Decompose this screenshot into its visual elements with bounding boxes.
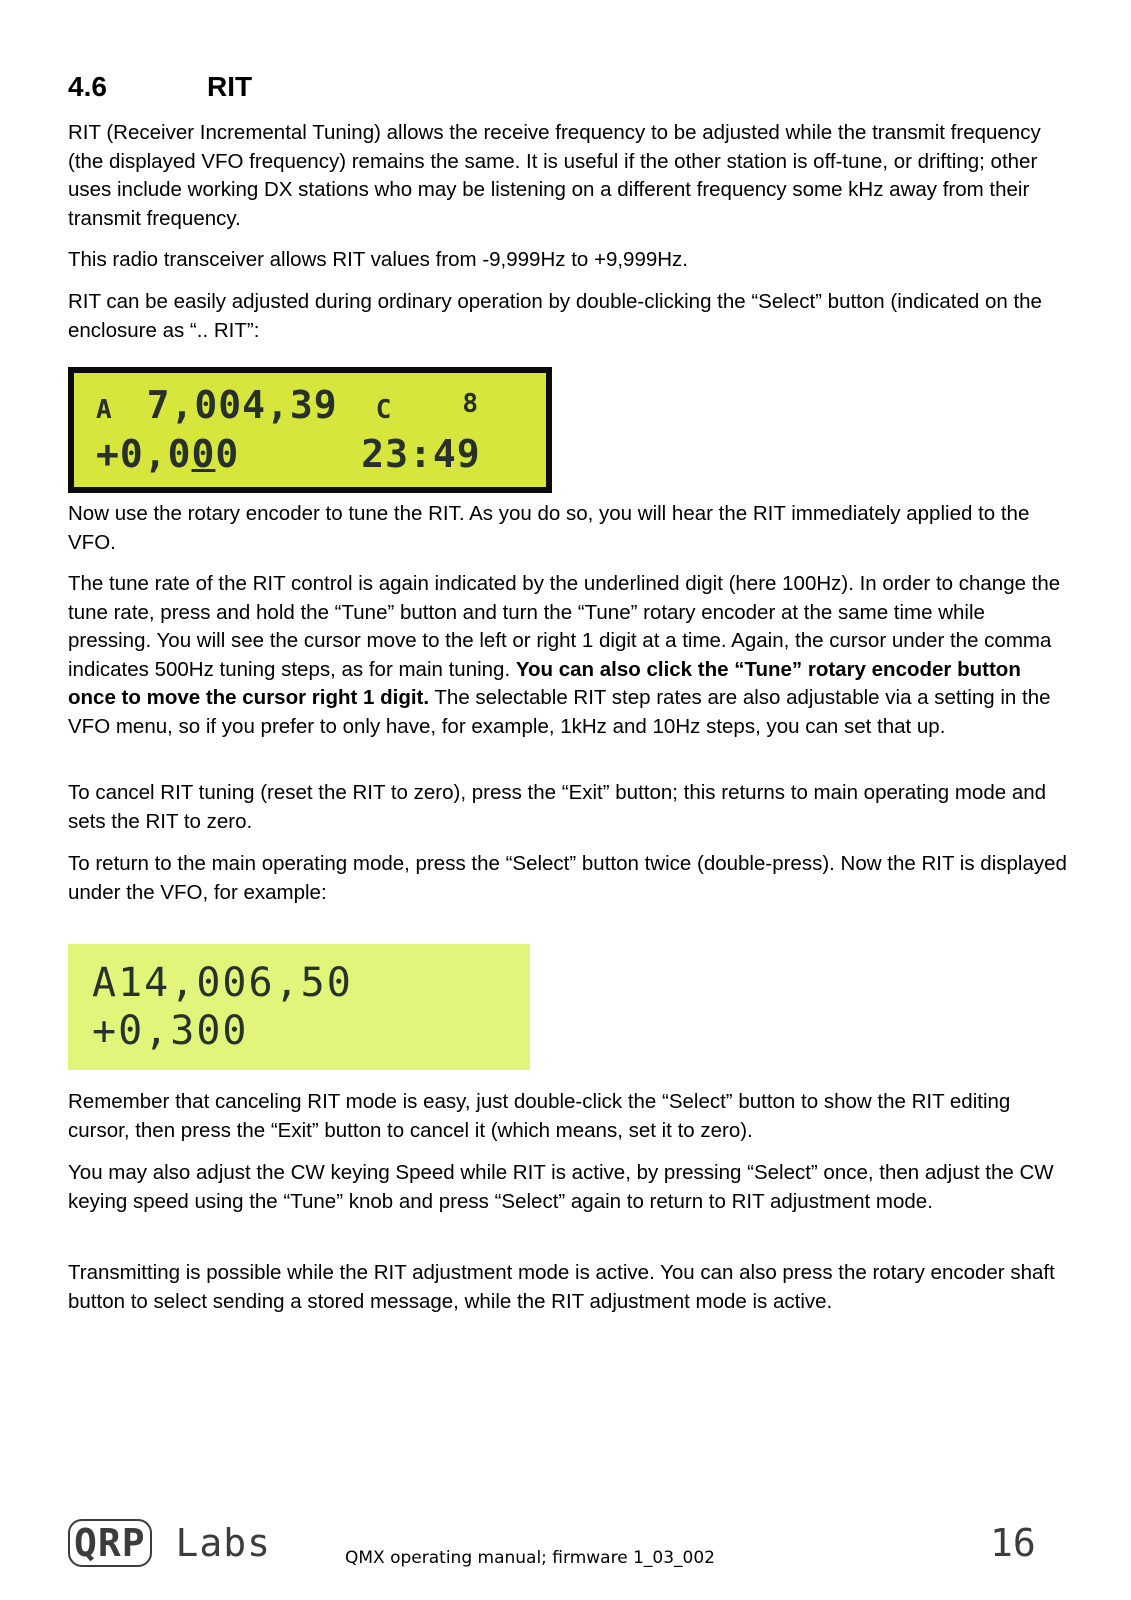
- lcd2-line-1: A14,006,50: [92, 960, 353, 1006]
- lcd-display-rit-main: [68, 944, 530, 1070]
- lcd-line-1: [96, 382, 546, 432]
- paragraph-rotary-tune: Now use the rotary encoder to tune the RIT. As you do so, you will hear the RIT immediately applied to the VFO.: [68, 502, 1030, 554]
- paragraph-transmitting: Transmitting is possible while the RIT adjustment mode is active. You can also press the rotary encoder shaft button to select sending a stored message, while the RIT adjustment mode is active.: [68, 1261, 1055, 1313]
- lcd-mode-top: C: [375, 395, 393, 425]
- page-number: 16: [990, 1521, 1036, 1565]
- lcd-indicator: 8: [462, 389, 479, 419]
- lcd-frequency: 7,004,39: [146, 383, 338, 427]
- logo-qrp-text: QRP: [68, 1519, 152, 1567]
- lcd-line-2: [96, 432, 546, 476]
- section-number: 4.6: [68, 71, 107, 102]
- lcd-vfo-letter: A: [96, 395, 113, 425]
- lcd-rit-prefix: +0,0: [96, 432, 192, 476]
- qrp-labs-logo: [68, 1520, 271, 1566]
- paragraph-canceling-easy: Remember that canceling RIT mode is easy, just double-click the “Select” button to show the RIT editing cursor, then press the “Exit” button to cancel it (which means, set it to zero).: [68, 1090, 1011, 1142]
- tune-rate-bold-text: You can also click the “Tune” rotary encoder button once to move the cursor right 1 digit.: [68, 657, 1021, 710]
- lcd-rit-suffix: 0: [215, 432, 240, 476]
- logo-labs-text: Labs: [175, 1521, 272, 1565]
- paragraph-rit-range: This radio transceiver allows RIT values from -9,999Hz to +9,999Hz.: [68, 248, 689, 271]
- lcd2-line-2: +0,300: [92, 1008, 249, 1054]
- paragraph-tune-rate: [68, 570, 1073, 742]
- lcd-time: 23:49: [361, 432, 481, 476]
- lcd-rit-cursor-digit: 0: [191, 432, 216, 476]
- paragraph-cw-speed: You may also adjust the CW keying Speed while RIT is active, by pressing “Select” once, then adjust the CW keying speed using the “Tune” knob and press “Select” again to return to RIT adjustment mode.: [68, 1161, 1054, 1213]
- footer-manual-title: QMX operating manual; firmware 1_03_002: [345, 1548, 715, 1568]
- section-title: RIT: [207, 71, 253, 102]
- lcd-display-rit-editing: [68, 367, 552, 493]
- tune-rate-text-2: The selectable RIT step rates are also adjustable via a setting in the VFO menu, so if you prefer to only have, for example, 1kHz and 10Hz steps, you can set that up.: [68, 686, 1051, 738]
- paragraph-return-main: To return to the main operating mode, press the “Select” button twice (double-press). Now the RIT is displayed under the VFO, for example:: [68, 852, 1067, 904]
- paragraph-rit-intro: RIT (Receiver Incremental Tuning) allows the receive frequency to be adjusted while the transmit frequency (the displayed VFO frequency) remains the same. It is useful if the other station is off-tune, or drifting; other uses include working DX stations who may be listening on a different frequency some kHz away from their transmit frequency.: [68, 121, 1041, 230]
- tune-rate-text-1: The tune rate of the RIT control is again indicated by the underlined digit (here 100Hz). In order to change the tune rate, press and hold the “Tune” button and turn the “Tune” rotary encoder at the same time while pressing. You will see the cursor move to the left or right 1 digit at a time. Again, the cursor under the comma indicates 500Hz tuning steps, as for main tuning.: [68, 572, 1061, 681]
- section-heading: [68, 70, 252, 104]
- paragraph-rit-adjust: RIT can be easily adjusted during ordinary operation by double-clicking the “Select” button (indicated on the enclosure as “.. RIT”:: [68, 290, 1042, 342]
- paragraph-cancel-rit: To cancel RIT tuning (reset the RIT to zero), press the “Exit” button; this returns to main operating mode and sets the RIT to zero.: [68, 781, 1047, 833]
